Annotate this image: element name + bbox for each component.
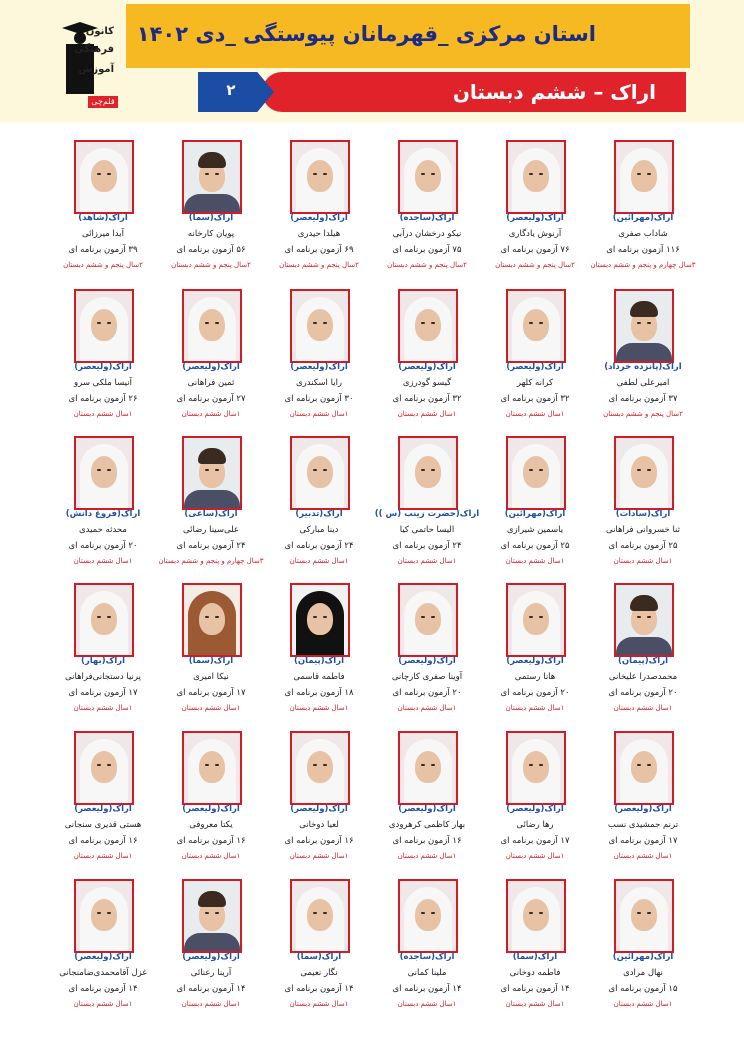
student-photo (182, 140, 242, 214)
student-card (588, 289, 706, 429)
student-photo (506, 879, 566, 953)
student-card (48, 731, 166, 871)
student-years: ۱سال ششم دبستان (73, 704, 133, 712)
student-photo (506, 140, 566, 214)
student-years: ۲سال پنجم و ششم دبستان (495, 261, 575, 269)
student-test-count: ۱۸ آزمون برنامه ای (284, 688, 354, 698)
student-name: کرانه کلهر (516, 378, 554, 388)
student-name: نیکا امیری (193, 672, 229, 682)
student-photo (290, 289, 350, 363)
student-name: امیرعلی لطفی (616, 378, 670, 388)
student-test-count: ۲۰ آزمون برنامه ای (68, 541, 138, 551)
student-card (264, 731, 382, 871)
student-years: ۱سال ششم دبستان (181, 1000, 241, 1008)
student-years: ۱سال ششم دبستان (289, 1000, 349, 1008)
student-school: اراک(ولیعصر) (290, 213, 348, 223)
student-card (48, 289, 166, 429)
student-card (156, 583, 274, 723)
student-card (264, 583, 382, 723)
student-card (156, 436, 274, 576)
student-photo (182, 436, 242, 510)
student-test-count: ۲۴ آزمون برنامه ای (392, 541, 462, 551)
student-name: نیکو درخشان درآبی (392, 229, 462, 239)
student-school: اراک(شاهد) (78, 213, 128, 223)
student-name: دینا مبارکی (299, 525, 339, 535)
student-name: آرینا رعنائی (190, 968, 232, 978)
student-name: آرنوش یادگاری (508, 229, 562, 239)
student-name: ثنا خسروانی فراهانی (605, 525, 680, 535)
student-test-count: ۷۶ آزمون برنامه ای (500, 245, 570, 255)
student-photo (506, 289, 566, 363)
student-years: ۱سال ششم دبستان (181, 410, 241, 418)
student-school: اراک(ولیعصر) (506, 362, 564, 372)
student-name: هانا رستمی (514, 672, 556, 682)
student-card (264, 140, 382, 280)
student-years: ۲سال پنجم و ششم دبستان (279, 261, 359, 269)
student-test-count: ۲۵ آزمون برنامه ای (500, 541, 570, 551)
student-school: اراک(مهرآئین) (504, 509, 566, 519)
student-test-count: ۳۹ آزمون برنامه ای (68, 245, 138, 255)
student-school: اراک(حضرت زینب (س )) (374, 509, 480, 519)
student-school: اراک(سما) (512, 952, 558, 962)
student-years: ۱سال ششم دبستان (73, 410, 133, 418)
student-test-count: ۲۶ آزمون برنامه ای (68, 394, 138, 404)
student-card (264, 436, 382, 576)
student-card (480, 289, 598, 429)
student-photo (506, 583, 566, 657)
student-card (264, 289, 382, 429)
student-test-count: ۱۴ آزمون برنامه ای (284, 984, 354, 994)
student-photo (614, 879, 674, 953)
student-years: ۱سال ششم دبستان (613, 852, 673, 860)
student-photo (614, 289, 674, 363)
student-card (480, 140, 598, 280)
student-school: اراک(بهار) (80, 656, 126, 666)
student-name: ملینا کمانی (407, 968, 447, 978)
student-years: ۱سال ششم دبستان (289, 704, 349, 712)
student-photo (398, 879, 458, 953)
student-photo (290, 436, 350, 510)
student-card (48, 436, 166, 576)
student-card (372, 140, 490, 280)
student-school: اراک(ولیعصر) (398, 362, 456, 372)
student-photo (290, 731, 350, 805)
logo-line-red: قلم‌چی (88, 96, 118, 108)
student-card (156, 879, 274, 1019)
student-school: اراک(پیمان) (294, 656, 344, 666)
student-school: اراک(ولیعصر) (398, 656, 456, 666)
student-years: ۱سال ششم دبستان (505, 852, 565, 860)
student-photo (614, 731, 674, 805)
logo-line: فرهنگی (74, 44, 114, 55)
student-school: اراک(ولیعصر) (74, 952, 132, 962)
student-photo (182, 879, 242, 953)
student-test-count: ۱۴ آزمون برنامه ای (500, 984, 570, 994)
student-test-count: ۲۵ آزمون برنامه ای (608, 541, 678, 551)
student-test-count: ۱۴ آزمون برنامه ای (392, 984, 462, 994)
student-photo (182, 583, 242, 657)
student-years: ۱سال ششم دبستان (613, 1000, 673, 1008)
student-test-count: ۳۰ آزمون برنامه ای (284, 394, 354, 404)
student-school: اراک(ولیعصر) (398, 804, 456, 814)
student-card (588, 436, 706, 576)
student-name: پرنیا دستجانی‌فراهانی (65, 672, 141, 682)
student-years: ۱سال ششم دبستان (397, 704, 457, 712)
student-test-count: ۱۶ آزمون برنامه ای (176, 836, 246, 846)
student-test-count: ۷۵ آزمون برنامه ای (392, 245, 462, 255)
student-photo (74, 289, 134, 363)
student-name: آیدا میرزائی (82, 229, 124, 239)
student-years: ۱سال ششم دبستان (505, 1000, 565, 1008)
student-school: اراک(سما) (188, 656, 234, 666)
student-school: اراک(سما) (296, 952, 342, 962)
student-photo (290, 140, 350, 214)
student-card (264, 879, 382, 1019)
student-name: نگار نعیمی (300, 968, 338, 978)
student-school: اراک(ولیعصر) (74, 362, 132, 372)
student-test-count: ۳۲ آزمون برنامه ای (500, 394, 570, 404)
student-card (588, 731, 706, 871)
student-years: ۱سال ششم دبستان (613, 704, 673, 712)
student-photo (290, 879, 350, 953)
student-test-count: ۲۰ آزمون برنامه ای (392, 688, 462, 698)
student-years: ۱سال ششم دبستان (613, 557, 673, 565)
student-card (372, 289, 490, 429)
student-school: اراک(ولیعصر) (182, 804, 240, 814)
student-photo (74, 583, 134, 657)
student-school: اراک(ولیعصر) (506, 804, 564, 814)
student-years: ۱سال ششم دبستان (289, 410, 349, 418)
logo-line: آموزش (78, 64, 114, 75)
student-card (372, 436, 490, 576)
student-school: اراک(ولیعصر) (506, 213, 564, 223)
student-school: اراک(فروغ دانش) (65, 509, 141, 519)
student-name: هستی قدیری سنجانی (64, 820, 142, 830)
student-test-count: ۲۰ آزمون برنامه ای (500, 688, 570, 698)
page-number: ۲ (226, 81, 236, 99)
student-years: ۱سال ششم دبستان (73, 557, 133, 565)
student-name: ترنم جمشیدی نسب (607, 820, 679, 830)
student-card (372, 731, 490, 871)
student-test-count: ۱۶ آزمون برنامه ای (68, 836, 138, 846)
student-years: ۱سال ششم دبستان (397, 410, 457, 418)
student-years: ۲سال پنجم و ششم دبستان (63, 261, 143, 269)
student-years: ۱سال ششم دبستان (397, 852, 457, 860)
student-name: آوینا صفری کارچانی (391, 672, 463, 682)
student-school: اراک(ولیعصر) (290, 362, 348, 372)
student-name: پویان کارخانه‌ (187, 229, 235, 239)
student-card (156, 289, 274, 429)
student-photo (398, 140, 458, 214)
student-school: اراک(ولیعصر) (182, 362, 240, 372)
student-school: اراک(سما) (188, 213, 234, 223)
student-school: اراک(مهرآئین) (612, 952, 674, 962)
student-card (480, 436, 598, 576)
student-photo (398, 583, 458, 657)
student-school: اراک(ولیعصر) (74, 804, 132, 814)
student-test-count: ۲۰ آزمون برنامه ای (608, 688, 678, 698)
student-photo (74, 731, 134, 805)
student-card (372, 879, 490, 1019)
student-years: ۱سال ششم دبستان (505, 704, 565, 712)
logo-line: کانون (85, 26, 114, 37)
student-test-count: ۱۶ آزمون برنامه ای (392, 836, 462, 846)
student-card (480, 879, 598, 1019)
student-card (588, 583, 706, 723)
student-years: ۱سال ششم دبستان (181, 704, 241, 712)
student-name: لعیا دوخانی (299, 820, 339, 830)
student-name: شاداب صفری (618, 229, 668, 239)
student-years: ۱سال ششم دبستان (181, 852, 241, 860)
student-photo (182, 289, 242, 363)
student-name: محمدصدرا علیخانی (608, 672, 678, 682)
student-years: ۱سال ششم دبستان (289, 852, 349, 860)
student-test-count: ۱۷ آزمون برنامه ای (608, 836, 678, 846)
student-name: فاطمه دوخانی (509, 968, 561, 978)
student-test-count: ۱۴ آزمون برنامه ای (68, 984, 138, 994)
student-school: اراک(سادات) (615, 509, 671, 519)
student-school: اراک(مهرآئین) (612, 213, 674, 223)
student-photo (506, 436, 566, 510)
student-name: آنیسا ملکی سرو (74, 378, 132, 388)
student-school: اراک(ساجده) (399, 213, 455, 223)
page-title: استان مرکزی _قهرمانان پیوستگی _دی ۱۴۰۲ (136, 22, 596, 46)
student-school: اراک(ساعی) (184, 509, 238, 519)
student-name: یاسمین شیرازی (506, 525, 564, 535)
student-name: نهال مرادی (623, 968, 663, 978)
student-school: اراک(ولیعصر) (614, 804, 672, 814)
student-test-count: ۲۴ آزمون برنامه ای (176, 541, 246, 551)
student-test-count: ۳۷ آزمون برنامه ای (608, 394, 678, 404)
student-photo (398, 436, 458, 510)
student-photo (74, 879, 134, 953)
page-subtitle: اراک – ششم دبستان (452, 80, 656, 104)
student-card (48, 879, 166, 1019)
student-photo (614, 436, 674, 510)
student-photo (614, 583, 674, 657)
student-test-count: ۱۶ آزمون برنامه ای (284, 836, 354, 846)
student-name: غزل آقامحمدی‌ضامنجانی (59, 968, 147, 978)
student-years: ۱سال ششم دبستان (505, 557, 565, 565)
student-test-count: ۲۷ آزمون برنامه ای (176, 394, 246, 404)
student-photo (398, 731, 458, 805)
student-school: اراک(ولیعصر) (182, 952, 240, 962)
student-photo (74, 140, 134, 214)
student-photo (74, 436, 134, 510)
student-name: محدثه حمیدی (79, 525, 127, 535)
student-test-count: ۳۲ آزمون برنامه ای (392, 394, 462, 404)
student-years: ۳سال چهارم و پنجم و ششم دبستان (590, 261, 696, 269)
student-test-count: ۱۷ آزمون برنامه ای (500, 836, 570, 846)
student-school: اراک(ولیعصر) (506, 656, 564, 666)
student-years: ۱سال ششم دبستان (73, 852, 133, 860)
student-years: ۲سال پنجم و ششم دبستان (171, 261, 251, 269)
student-school: اراک(ولیعصر) (290, 804, 348, 814)
student-photo (614, 140, 674, 214)
student-photo (506, 731, 566, 805)
student-school: اراک(ساجده) (399, 952, 455, 962)
student-card (156, 731, 274, 871)
student-name: علی‌سینا رضائی (183, 525, 239, 535)
student-test-count: ۶۹ آزمون برنامه ای (284, 245, 354, 255)
student-school: اراک(تدبیر) (295, 509, 343, 519)
student-photo (290, 583, 350, 657)
student-name: رایا اسکندری (295, 378, 343, 388)
student-test-count: ۱۴ آزمون برنامه ای (176, 984, 246, 994)
student-name: فاطمه قاسمی (293, 672, 345, 682)
student-years: ۱سال ششم دبستان (505, 410, 565, 418)
student-test-count: ۵۶ آزمون برنامه ای (176, 245, 246, 255)
student-card (588, 879, 706, 1019)
student-card (480, 731, 598, 871)
student-test-count: ۲۴ آزمون برنامه ای (284, 541, 354, 551)
student-name: هیلدا حیدری (297, 229, 341, 239)
student-card (480, 583, 598, 723)
student-photo (398, 289, 458, 363)
student-years: ۱سال ششم دبستان (397, 1000, 457, 1008)
student-name: رها رضائی (516, 820, 554, 830)
student-years: ۳سال چهارم و پنجم و ششم دبستان (158, 557, 264, 565)
student-years: ۲سال پنجم و ششم دبستان (603, 410, 683, 418)
student-name: ثمین فراهانی (187, 378, 235, 388)
student-school: اراک(پانزده خرداد) (604, 362, 682, 372)
student-years: ۱سال ششم دبستان (397, 557, 457, 565)
student-name: گیسو گودرزی (402, 378, 452, 388)
student-name: بهار کاظمی کرهرودی (388, 820, 466, 830)
student-years: ۲سال پنجم و ششم دبستان (387, 261, 467, 269)
student-name: الیسا حاتمی کیا (399, 525, 455, 535)
student-years: ۱سال ششم دبستان (73, 1000, 133, 1008)
student-card (48, 583, 166, 723)
student-test-count: ۱۵ آزمون برنامه ای (608, 984, 678, 994)
student-school: اراک(پیمان) (618, 656, 668, 666)
student-photo (182, 731, 242, 805)
student-test-count: ۱۷ آزمون برنامه ای (176, 688, 246, 698)
student-name: یکتا معروفی (189, 820, 233, 830)
student-card (588, 140, 706, 280)
student-test-count: ۱۷ آزمون برنامه ای (68, 688, 138, 698)
student-test-count: ۱۱۶ آزمون برنامه ای (606, 245, 680, 255)
student-card (156, 140, 274, 280)
student-years: ۱سال ششم دبستان (289, 557, 349, 565)
student-card (48, 140, 166, 280)
student-card (372, 583, 490, 723)
